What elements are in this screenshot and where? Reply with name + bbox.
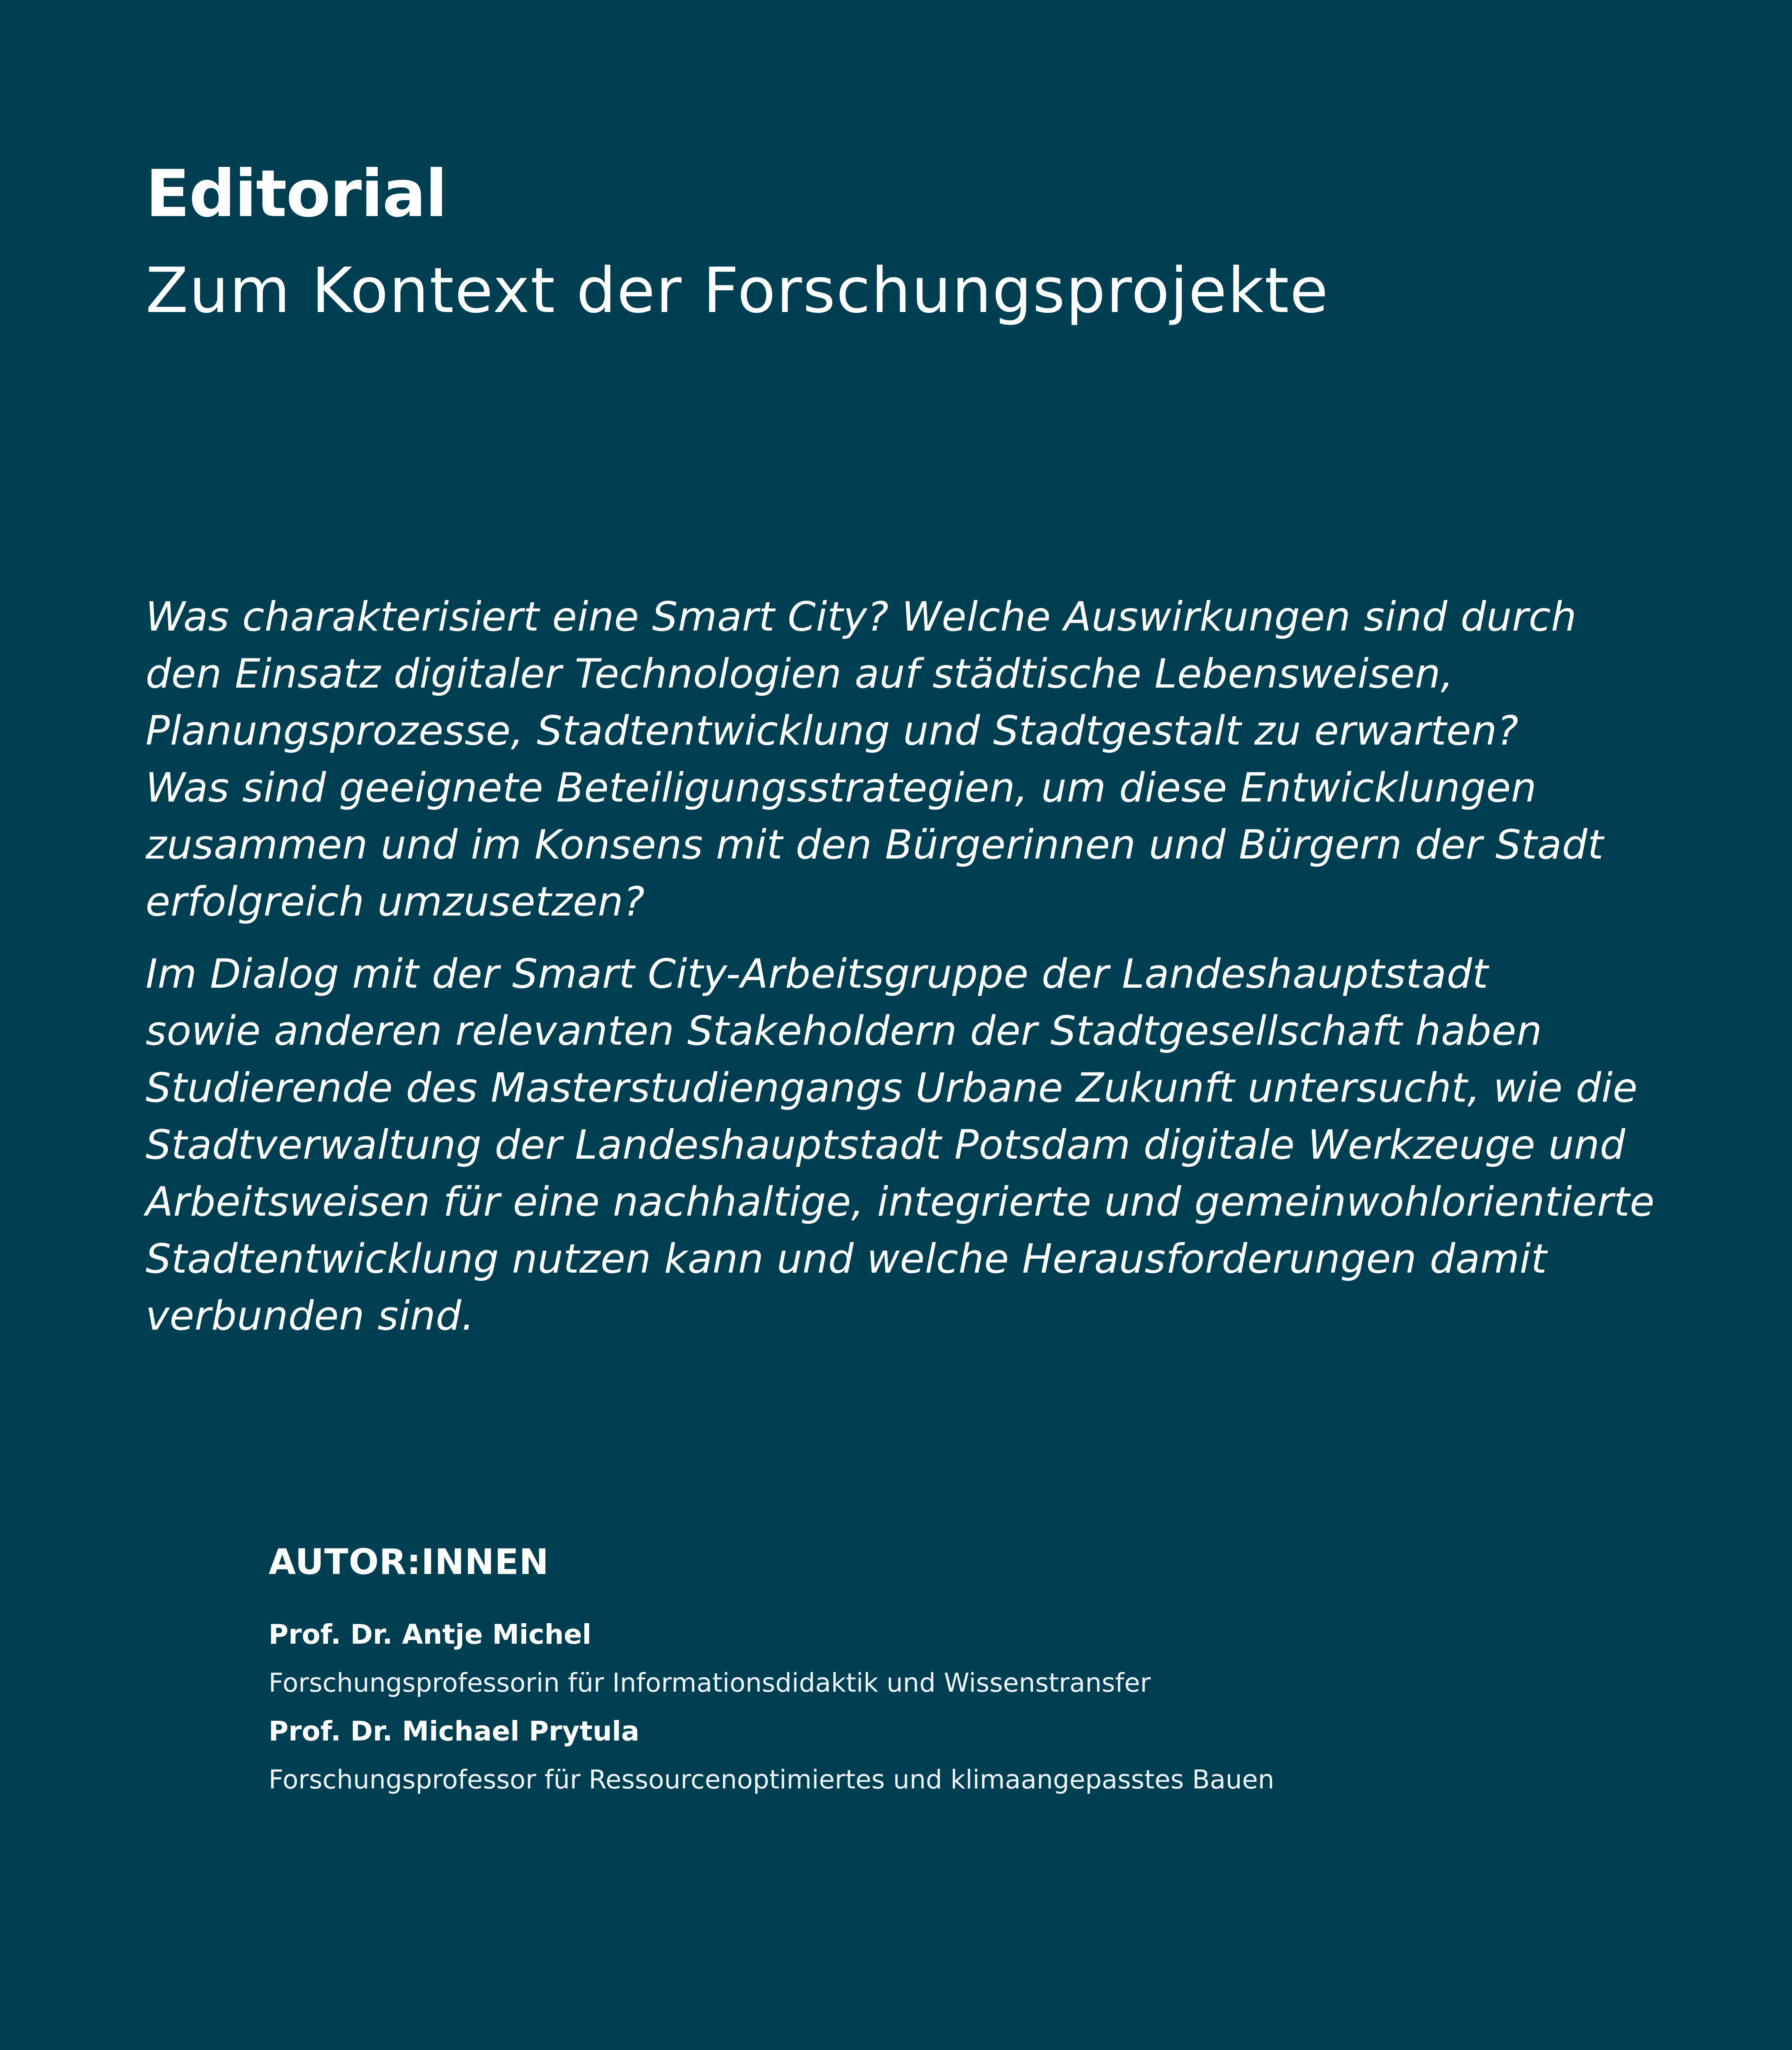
intro-paragraph: Was charakterisiert eine Smart City? Welche Auswirkungen sind durch den Einsatz digitaler Technologien auf städtische Lebensweisen, Planungsprozesse, Stadtentwicklung und Stadtgestalt zu erwarten? Was sind geeignete Beteiligungsstrategien, um diese Entwicklungen zusammen und im Konsens mit den Bürgerinnen und Bürgern der Stadt erfolgreich umzusetzen? — [146, 594, 1604, 925]
author-role: Forschungsprofessor für Ressourcenoptimiertes und klimaangepasstes Bauen — [269, 1765, 1274, 1795]
author-role: Forschungsprofessorin für Informationsdidaktik und Wissenstransfer — [269, 1668, 1151, 1698]
page-header — [146, 146, 1663, 339]
intro-text — [146, 589, 1663, 1345]
author-name: Prof. Dr. Antje Michel — [269, 1619, 592, 1650]
authors-heading: AUTOR:INNEN — [269, 1542, 549, 1583]
author-entry — [269, 1707, 1622, 1804]
page-subtitle: Zum Kontext der Forschungsprojekte — [146, 254, 1329, 327]
page-title: Editorial — [146, 156, 447, 232]
intro-paragraph: Im Dialog mit der Smart City-Arbeitsgruppe der Landeshauptstadt sowie anderen relevanten Stakeholdern der Stadtgesellschaft haben Studierende des Masterstudiengangs Urbane Zukunft untersucht, wie die Stadtverwaltung der Landeshauptstadt Potsdam digitale Werkzeuge und Arbeitsweisen für eine nachhaltige, integrierte und gemeinwohlorientierte Stadtentwicklung nutzen kann und welche Herausforderungen damit verbunden sind. — [146, 951, 1655, 1339]
author-entry — [269, 1610, 1622, 1707]
author-name: Prof. Dr. Michael Prytula — [269, 1715, 640, 1747]
authors-section — [269, 1533, 1622, 1804]
